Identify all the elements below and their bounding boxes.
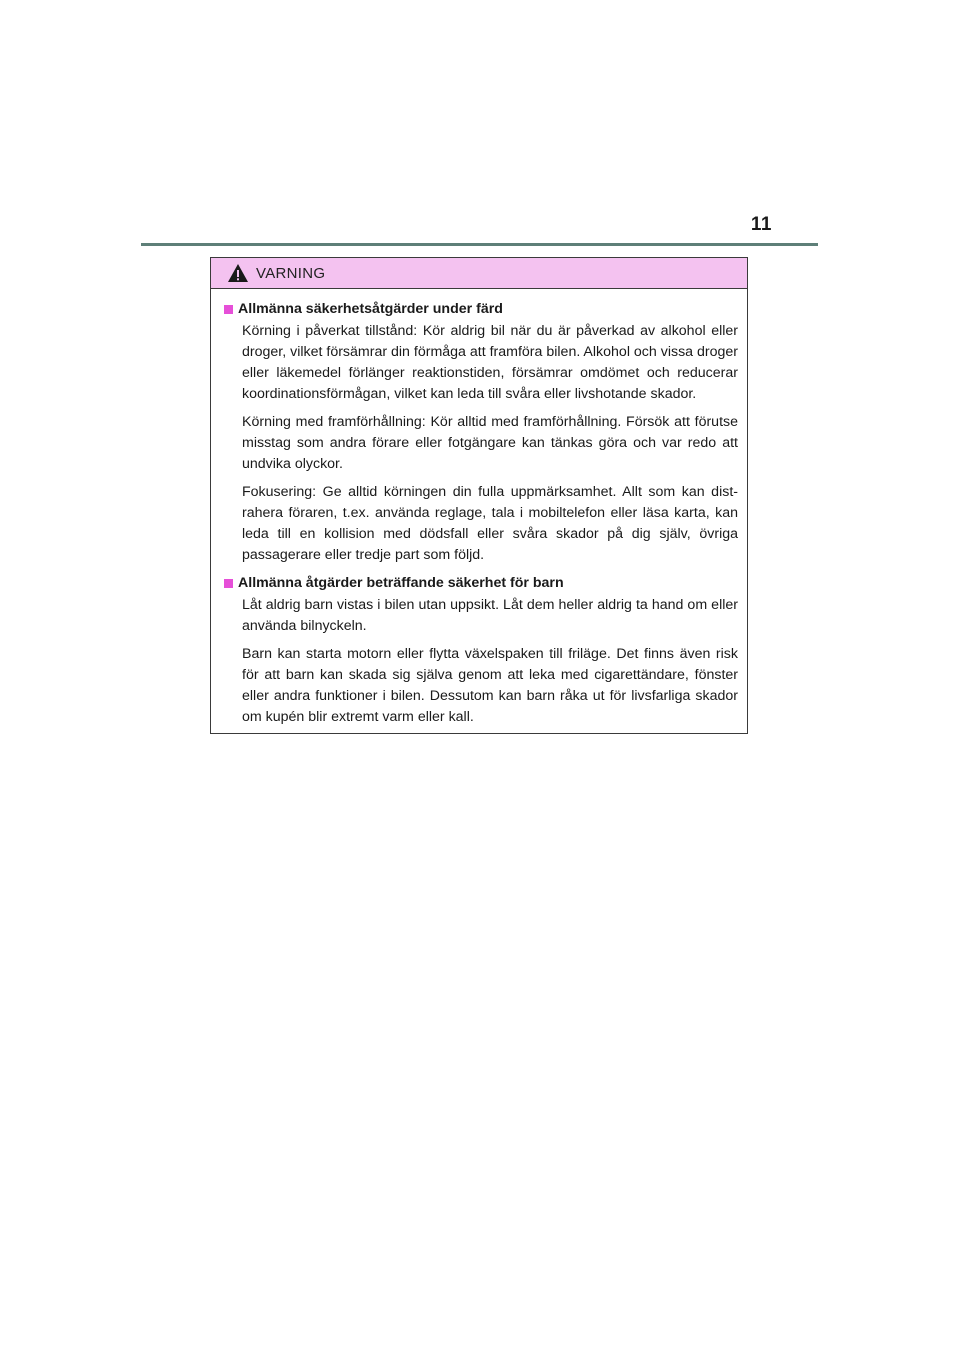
paragraph: Körning med framförhållning: Kör alltid med framförhållning. Försök att förutse misstag som andra förare eller fotgängare kan tänkas göra och var redo att undvika olyckor.	[242, 414, 738, 472]
warning-section-children	[224, 573, 738, 728]
section-heading	[224, 299, 738, 320]
warning-box	[210, 257, 748, 734]
warning-body	[211, 289, 747, 728]
warning-header	[211, 258, 747, 289]
square-bullet-icon	[224, 579, 233, 588]
warning-section-driving	[224, 299, 738, 566]
square-bullet-icon	[224, 305, 233, 314]
paragraph: Barn kan starta motorn eller flytta växelspaken till friläge. Det finns även risk för att barn kan skada sig själva genom att leka med cigarettändare, fönster eller andra funktioner i bilen. Dessutom kan barn råka ut för livsfarliga skador om kupén blir extremt varm eller kall.	[242, 646, 738, 725]
paragraph: Körning i påverkat tillstånd: Kör aldrig bil när du är påverkad av alkohol eller droger, vilket försämrar din förmåga att framföra bilen. Alkohol och vissa droger eller läkemedel förlänger reaktionstiden, försämrar omdömet och reducerar koordinationsförmågan, vilket kan leda till svåra eller livshotande skador.	[242, 323, 738, 402]
section-heading-text: Allmänna säkerhetsåtgärder under färd	[238, 301, 503, 317]
warning-triangle-icon	[227, 263, 249, 283]
section-heading-text: Allmänna åtgärder beträffande säkerhet för barn	[238, 575, 564, 591]
section-heading	[224, 573, 738, 594]
warning-title: VARNING	[256, 264, 326, 282]
header-rule	[141, 243, 818, 246]
paragraph: Fokusering: Ge alltid körningen din fulla uppmärksamhet. Allt som kan dist-rahera föraren, t.ex. använda reglage, tala i mobiltelefon eller läsa karta, kan leda till en kollision med dödsfall eller svåra skador på dig själv, övriga passagerare eller tredje part som följd.	[242, 484, 738, 563]
paragraph: Låt aldrig barn vistas i bilen utan uppsikt. Låt dem heller aldrig ta hand om eller använda bilnyckeln.	[242, 597, 738, 634]
page-number: 11	[750, 214, 772, 235]
